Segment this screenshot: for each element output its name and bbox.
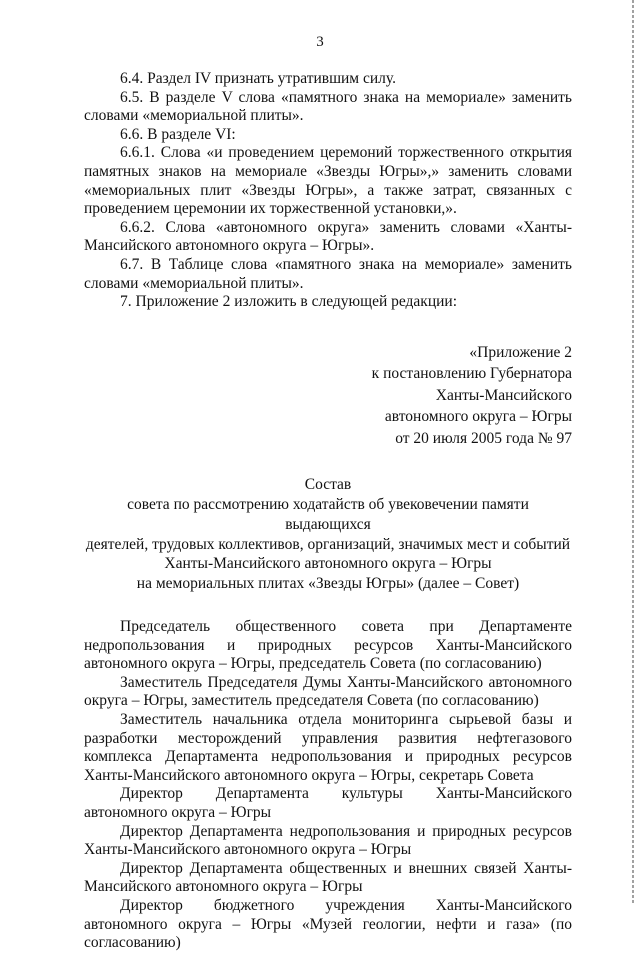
paragraph-6-4: 6.4. Раздел IV признать утратившим силу. [120,70,396,87]
appendix-line: «Приложение 2 [469,343,572,361]
member-item: Председатель общественного совета при Департаменте недропользования и природных ресурсов Ханты-Мансийского автономного округа – Югры, председатель Совета (по согласованию) [84,618,572,673]
paragraph-6-7: 6.7. В Таблице слова «памятного знака на мемориале» заменить словами «мемориальной плиты». [84,255,572,292]
paragraph-6-5: 6.5. В разделе V слова «памятного знака на мемориале» заменить словами «мемориальной плиты». [84,88,572,125]
council-title-line: Ханты-Мансийского автономного округа – Югры [164,555,492,573]
member-item: Директор бюджетного учреждения Ханты-Мансийского автономного округа – Югры «Музей геологии, нефти и газа» (по согласованию) [84,896,572,952]
council-title-block [84,475,572,594]
paragraph-6-6: 6.6. В разделе VI: [120,125,236,143]
page-number: 3 [316,34,324,50]
member-item: Заместитель Председателя Думы Ханты-Мансийского автономного округа – Югры, заместитель председателя Совета (по согласованию) [84,673,572,710]
council-heading: Состав [304,476,352,494]
appendix-line: к постановлению Губернатора [371,365,572,383]
council-members-list [84,618,572,953]
paragraph-6-6-1: 6.6.1. Слова «и проведением церемоний торжественного открытия памятных знаков на мемориале «Звезды Югры»,» заменить словами «мемориальных плит «Звезды Югры», а также затрат, связанных с проведением церемонии их торжественной установки,». [84,144,572,218]
member-item: Директор Департамента недропользования и природных ресурсов Ханты-Мансийского автономного округа – Югры [84,822,572,859]
paragraph-7: 7. Приложение 2 изложить в следующей редакции: [120,293,458,311]
member-item: Заместитель начальника отдела мониторинга сырьевой базы и разработки месторождений управления развития нефтегазового комплекса Департамента недропользования и природных ресурсов Ханты-Мансийского автономного округа – Югры, секретарь Совета [84,710,572,784]
document-body [84,70,572,953]
council-title-line: деятелей, трудовых коллективов, организаций, значимых мест и событий [85,535,571,553]
member-item: Директор Департамента общественных и внешних связей Ханты-Мансийского автономного округа – Югры [84,859,572,896]
member-item: Директор Департамента культуры Ханты-Мансийского автономного округа – Югры [84,785,572,821]
appendix-line: от 20 июля 2005 года № 97 [395,429,572,447]
appendix-line: автономного округа – Югры [384,408,572,426]
appendix-line: Ханты-Мансийского [435,386,572,404]
council-title-line: на мемориальных плитах «Звезды Югры» (далее – Совет) [136,575,520,593]
scan-edge-line [632,0,634,905]
paragraph-6-6-2: 6.6.2. Слова «автономного округа» заменить словами «Ханты-Мансийского автономного округа – Югры». [84,218,572,255]
council-title-line: совета по рассмотрению ходатайств об увековечении памяти выдающихся [127,496,529,533]
appendix-reference [84,342,572,450]
